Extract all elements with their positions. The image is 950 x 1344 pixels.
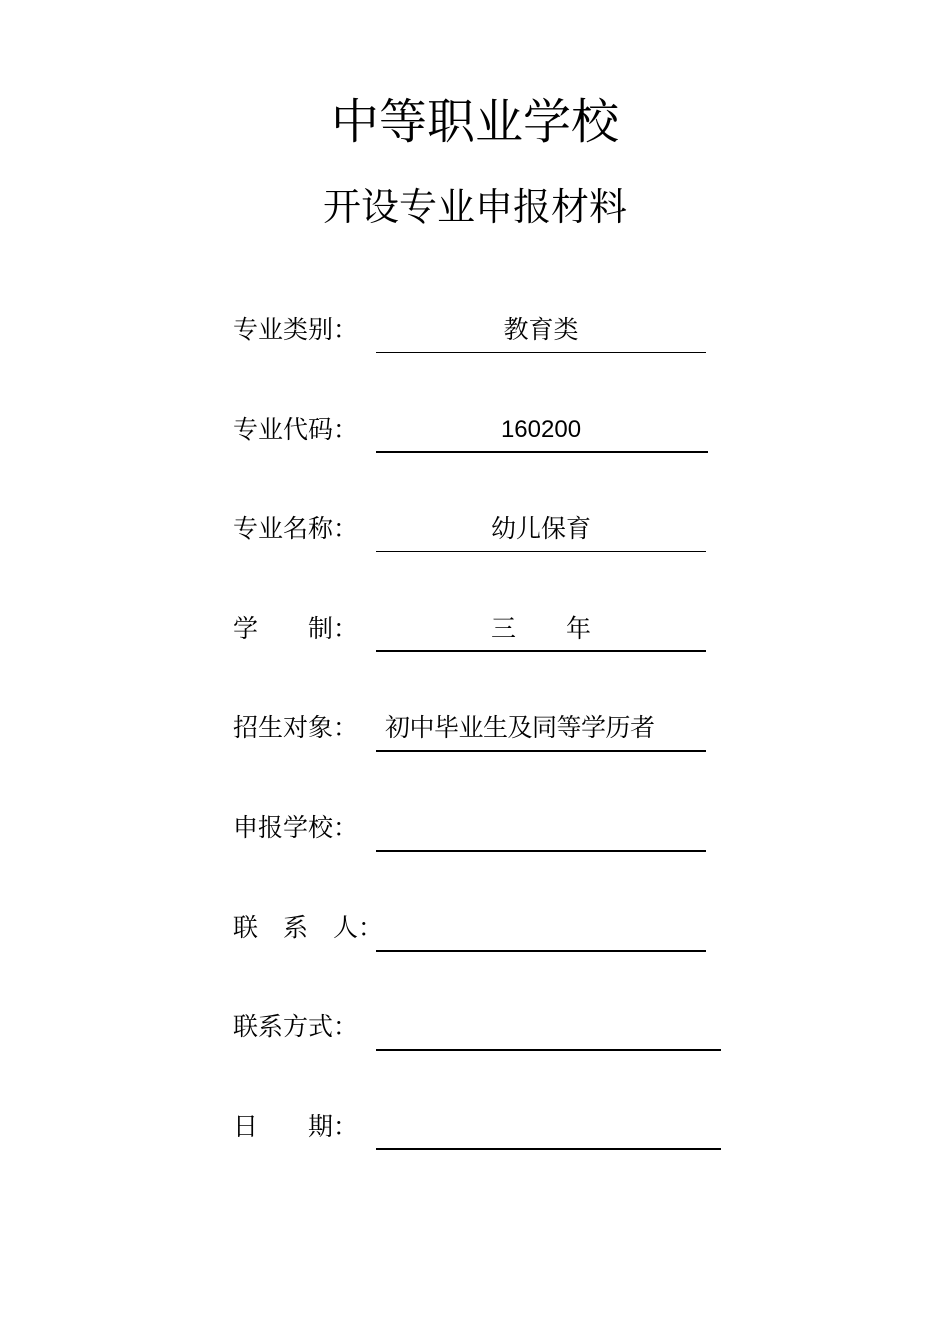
field-label: 申报学校： (233, 813, 359, 842)
underline (376, 650, 706, 652)
field-value: 三 年 (490, 614, 591, 643)
field-value: 初中毕业生及同等学历者 (385, 713, 655, 742)
underline (376, 551, 706, 552)
field-value: 160200 (500, 416, 582, 443)
form-row-phone (0, 1009, 950, 1069)
underline (376, 1148, 721, 1150)
form-row-date (0, 1109, 950, 1169)
form-row-contact (0, 910, 950, 970)
underline (376, 750, 706, 752)
form-row-duration (0, 611, 950, 671)
form-row-name (0, 511, 950, 571)
form-row-school (0, 810, 950, 870)
field-label: 学 制： (233, 614, 359, 643)
underline (376, 352, 706, 353)
field-label: 日 期： (233, 1112, 359, 1141)
form-row-category (0, 312, 950, 372)
document-subtitle: 开设专业申报材料 (322, 185, 627, 229)
field-label: 联 系 人： (233, 913, 384, 942)
field-label: 招生对象： (233, 713, 359, 742)
field-label: 联系方式： (233, 1012, 359, 1041)
field-label: 专业类别： (233, 315, 359, 344)
underline (376, 451, 708, 453)
form-row-enrollment (0, 710, 950, 770)
field-label: 专业名称： (233, 514, 359, 543)
field-label: 专业代码： (233, 415, 359, 444)
underline (376, 1049, 721, 1051)
field-value: 教育类 (503, 315, 579, 344)
underline (376, 950, 706, 952)
underline (376, 850, 706, 852)
document-title: 中等职业学校 (330, 94, 619, 150)
form-row-code (0, 412, 950, 472)
field-value: 幼儿保育 (490, 514, 591, 543)
